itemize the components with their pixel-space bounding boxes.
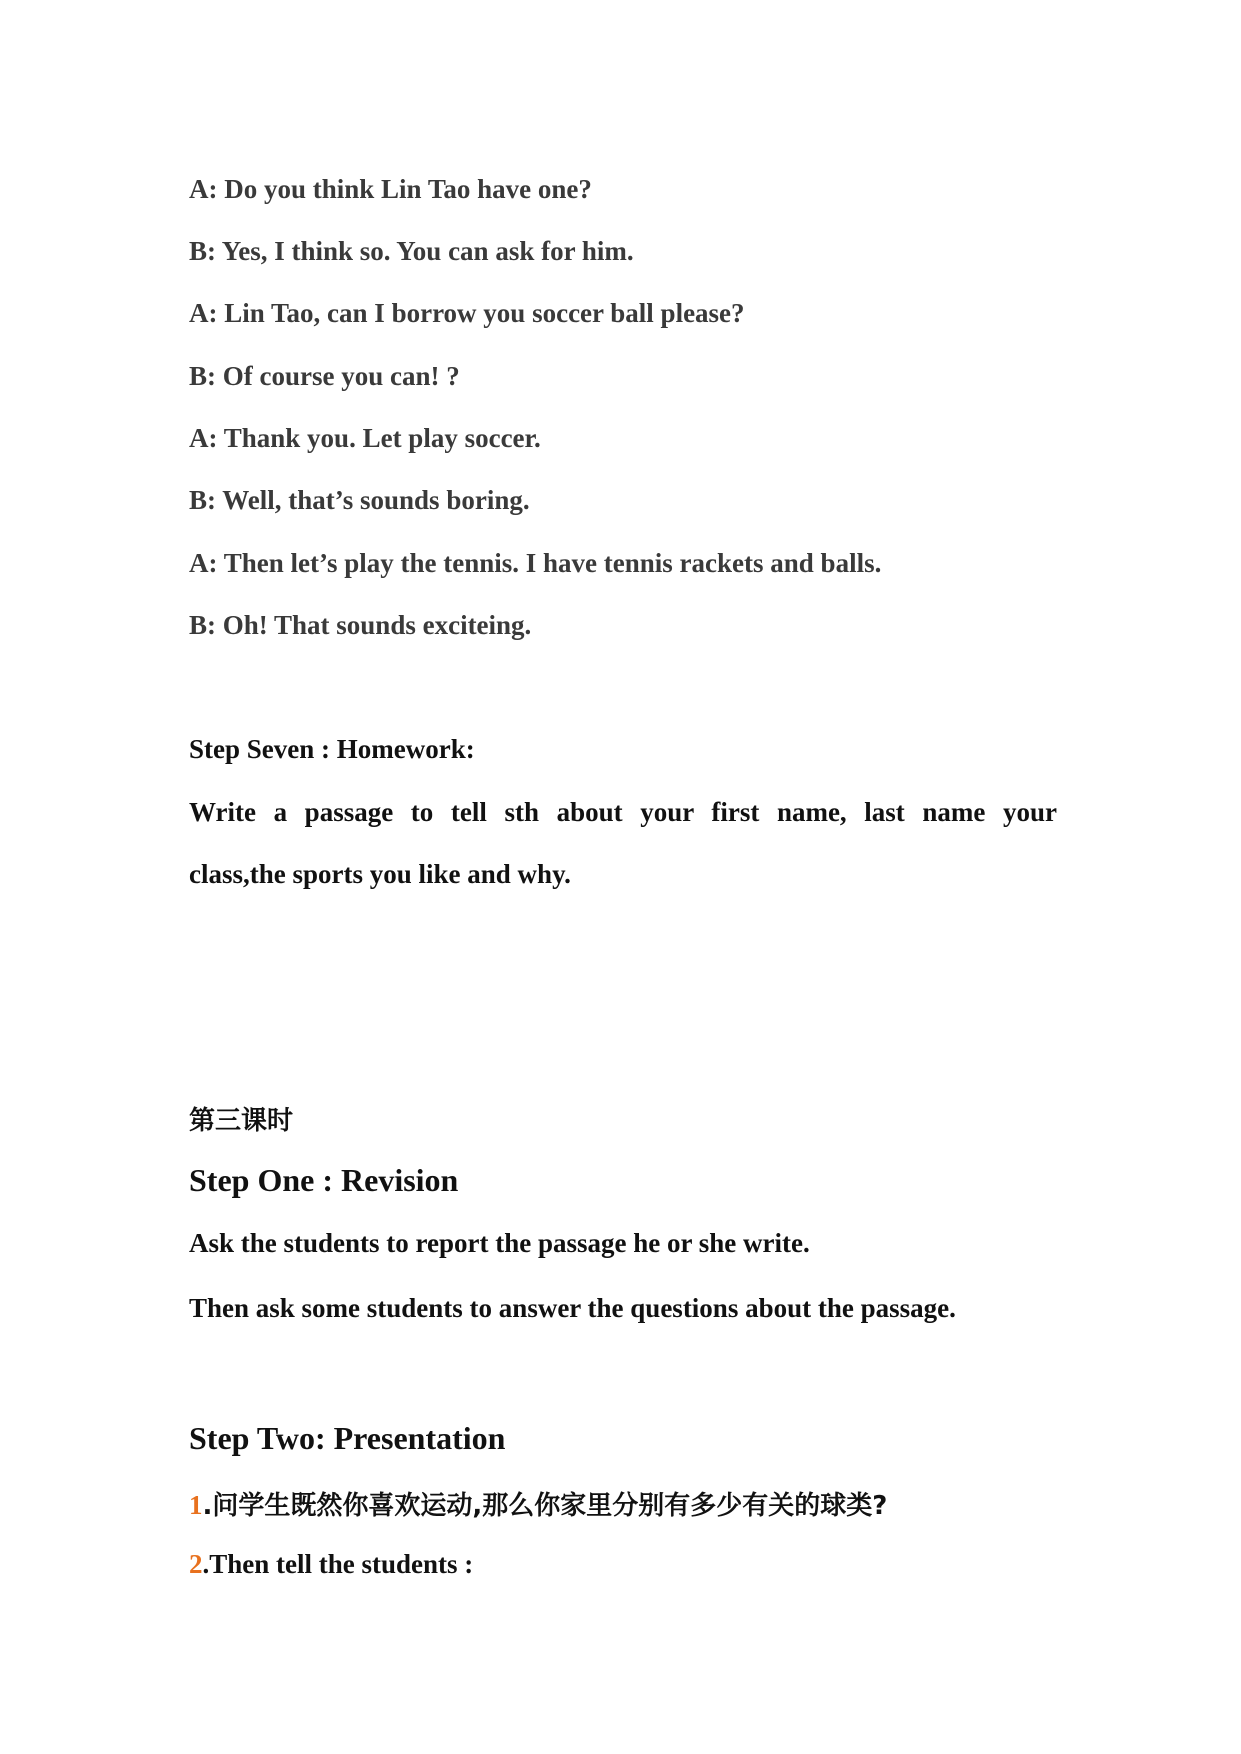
- dialogue-line-6: B: Well, that’s sounds boring.: [189, 485, 530, 515]
- list-item-1: [189, 1485, 887, 1522]
- step-one-line-1: Ask the students to report the passage he or she write.: [189, 1228, 810, 1258]
- list-item-1-text: .问学生既然你喜欢运动,那么你家里分别有多少有关的球类?: [202, 1491, 888, 1521]
- list-item-1-number: 1: [189, 1490, 203, 1520]
- dialogue-line-8: B: Oh! That sounds exciteing.: [189, 610, 532, 640]
- dialogue-line-4: B: Of course you can! ?: [189, 361, 460, 391]
- homework-text-line-2: class,the sports you like and why.: [189, 859, 571, 889]
- homework-text-line-1: Write a passage to tell sth about your first name, last name your: [189, 797, 1057, 827]
- step-one-heading: Step One : Revision: [189, 1162, 459, 1198]
- dialogue-line-2: B: Yes, I think so. You can ask for him.: [189, 236, 634, 266]
- homework-heading: Step Seven : Homework:: [189, 734, 475, 764]
- list-item-2-number: 2: [189, 1549, 203, 1579]
- dialogue-line-3: A: Lin Tao, can I borrow you soccer ball please?: [189, 298, 745, 328]
- dialogue-line-7: A: Then let’s play the tennis. I have tennis rackets and balls.: [189, 548, 882, 578]
- dialogue-line-5: A: Thank you. Let play soccer.: [189, 423, 541, 453]
- step-two-heading: Step Two: Presentation: [189, 1420, 506, 1456]
- dialogue-line-1: A: Do you think Lin Tao have one?: [189, 174, 592, 204]
- list-item-2: [189, 1549, 473, 1580]
- step-one-line-2: Then ask some students to answer the questions about the passage.: [189, 1293, 956, 1323]
- lesson-title: 第三课时: [189, 1106, 294, 1136]
- list-item-2-text: .Then tell the students :: [202, 1549, 474, 1579]
